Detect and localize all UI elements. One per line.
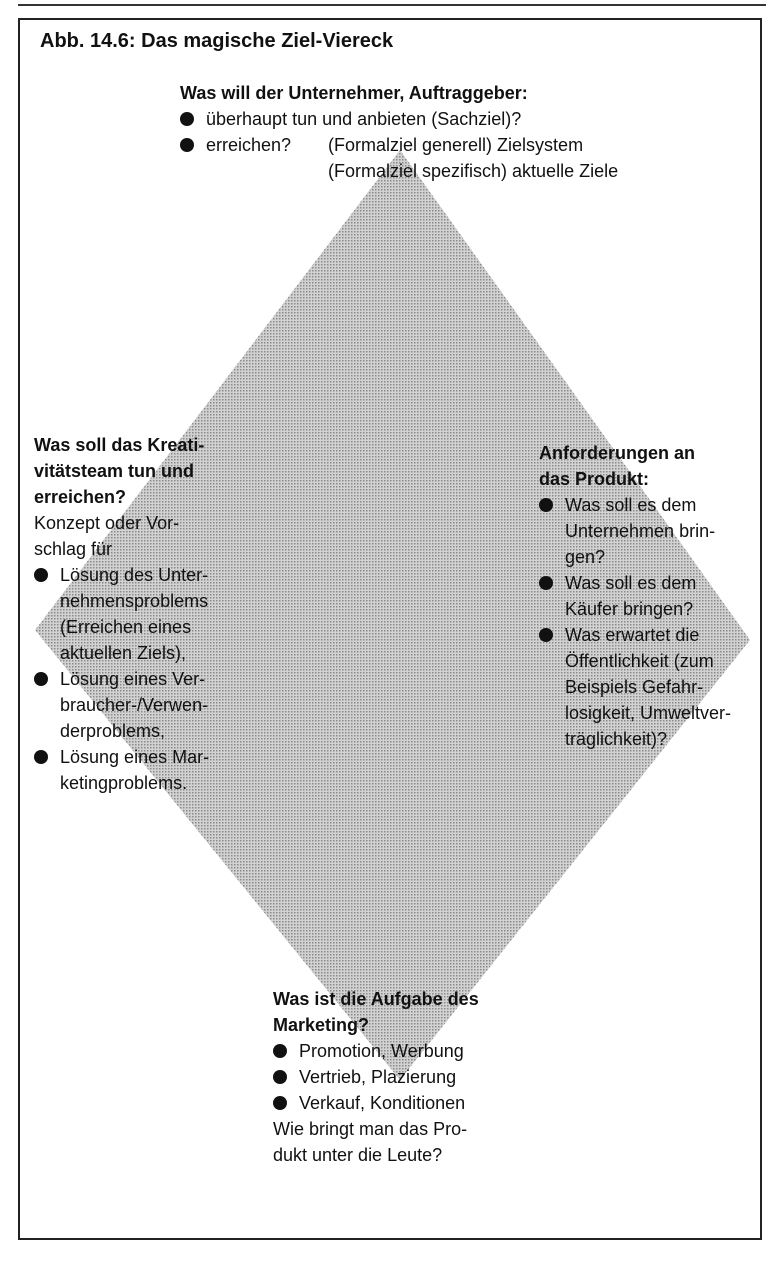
- left-intro-line: schlag für: [34, 539, 113, 559]
- left-item-line: nehmensproblems: [60, 591, 209, 611]
- right-item-1: [539, 492, 731, 570]
- left-item-line: Lösung eines Ver-: [60, 669, 206, 689]
- bullet-icon: [273, 1044, 287, 1058]
- bottom-block: [273, 986, 479, 1168]
- bullet-icon: [539, 576, 553, 590]
- bullet-icon: [273, 1096, 287, 1110]
- bottom-item-3: [273, 1090, 479, 1116]
- left-item-line: aktuellen Ziels),: [60, 643, 187, 663]
- left-item-2: [34, 666, 209, 744]
- left-intro-line: Konzept oder Vor-: [34, 513, 180, 533]
- left-item-3: [34, 744, 209, 796]
- left-heading-line: Was soll das Kreati-: [34, 435, 205, 455]
- top-item-2-line-1: (Formalziel generell) Zielsystem: [328, 135, 584, 155]
- bullet-icon: [273, 1070, 287, 1084]
- right-item-2: [539, 570, 731, 622]
- left-intro: [34, 510, 209, 562]
- left-item-line: Lösung eines Mar-: [60, 747, 210, 767]
- left-item-line: braucher-/Verwen-: [60, 695, 209, 715]
- bottom-heading: [273, 986, 479, 1038]
- bottom-closing-line: dukt unter die Leute?: [273, 1145, 443, 1165]
- bullet-icon: [34, 750, 48, 764]
- left-item-line: ketingproblems.: [60, 773, 188, 793]
- right-item-line: Käufer bringen?: [565, 599, 694, 619]
- bullet-icon: [539, 628, 553, 642]
- bullet-icon: [180, 138, 194, 152]
- bottom-item-text: Verkauf, Konditionen: [299, 1093, 466, 1113]
- top-item-1: [180, 106, 618, 132]
- bottom-closing-line: Wie bringt man das Pro-: [273, 1119, 468, 1139]
- bullet-icon: [539, 498, 553, 512]
- top-heading: Was will der Unternehmer, Auftraggeber:: [180, 83, 528, 103]
- bottom-heading-line: Marketing?: [273, 1015, 370, 1035]
- left-block: [34, 432, 209, 796]
- bottom-heading-line: Was ist die Aufgabe des: [273, 989, 479, 1009]
- bullet-icon: [34, 568, 48, 582]
- left-heading-line: erreichen?: [34, 487, 127, 507]
- top-item-2-label: erreichen?: [206, 135, 292, 155]
- top-item-2-line-2: (Formalziel spezifisch) aktuelle Ziele: [328, 161, 619, 181]
- right-item-line: Beispiels Gefahr-: [565, 677, 704, 697]
- bottom-item-text: Vertrieb, Plazierung: [299, 1067, 457, 1087]
- top-item-1-text: überhaupt tun und anbieten (Sachziel)?: [206, 109, 522, 129]
- left-item-line: (Erreichen eines: [60, 617, 192, 637]
- right-block: [539, 440, 731, 752]
- left-item-1: [34, 562, 209, 666]
- right-item-line: Unternehmen brin-: [565, 521, 716, 541]
- right-item-line: Öffentlichkeit (zum: [565, 651, 714, 671]
- bottom-item-1: [273, 1038, 479, 1064]
- right-heading-line: das Produkt:: [539, 469, 650, 489]
- figure-title: Abb. 14.6: Das magische Ziel-Viereck: [40, 30, 394, 52]
- bullet-icon: [34, 672, 48, 686]
- right-item-3: [539, 622, 731, 752]
- right-item-line: träglichkeit)?: [565, 729, 668, 749]
- right-item-line: Was soll es dem: [565, 495, 697, 515]
- right-heading: [539, 440, 731, 492]
- left-heading-line: vitätsteam tun und: [34, 461, 195, 481]
- bullet-icon: [180, 112, 194, 126]
- right-item-line: gen?: [565, 547, 606, 567]
- right-item-line: Was soll es dem: [565, 573, 697, 593]
- left-item-line: Lösung des Unter-: [60, 565, 209, 585]
- top-item-2: [180, 132, 618, 184]
- right-item-line: losigkeit, Umweltver-: [565, 703, 732, 723]
- right-item-line: Was erwartet die: [565, 625, 700, 645]
- left-heading: [34, 432, 209, 510]
- bottom-closing: [273, 1116, 479, 1168]
- right-heading-line: Anforderungen an: [539, 443, 695, 463]
- top-block: [180, 80, 618, 184]
- bottom-item-text: Promotion, Werbung: [299, 1041, 464, 1061]
- bottom-item-2: [273, 1064, 479, 1090]
- left-item-line: derproblems,: [60, 721, 166, 741]
